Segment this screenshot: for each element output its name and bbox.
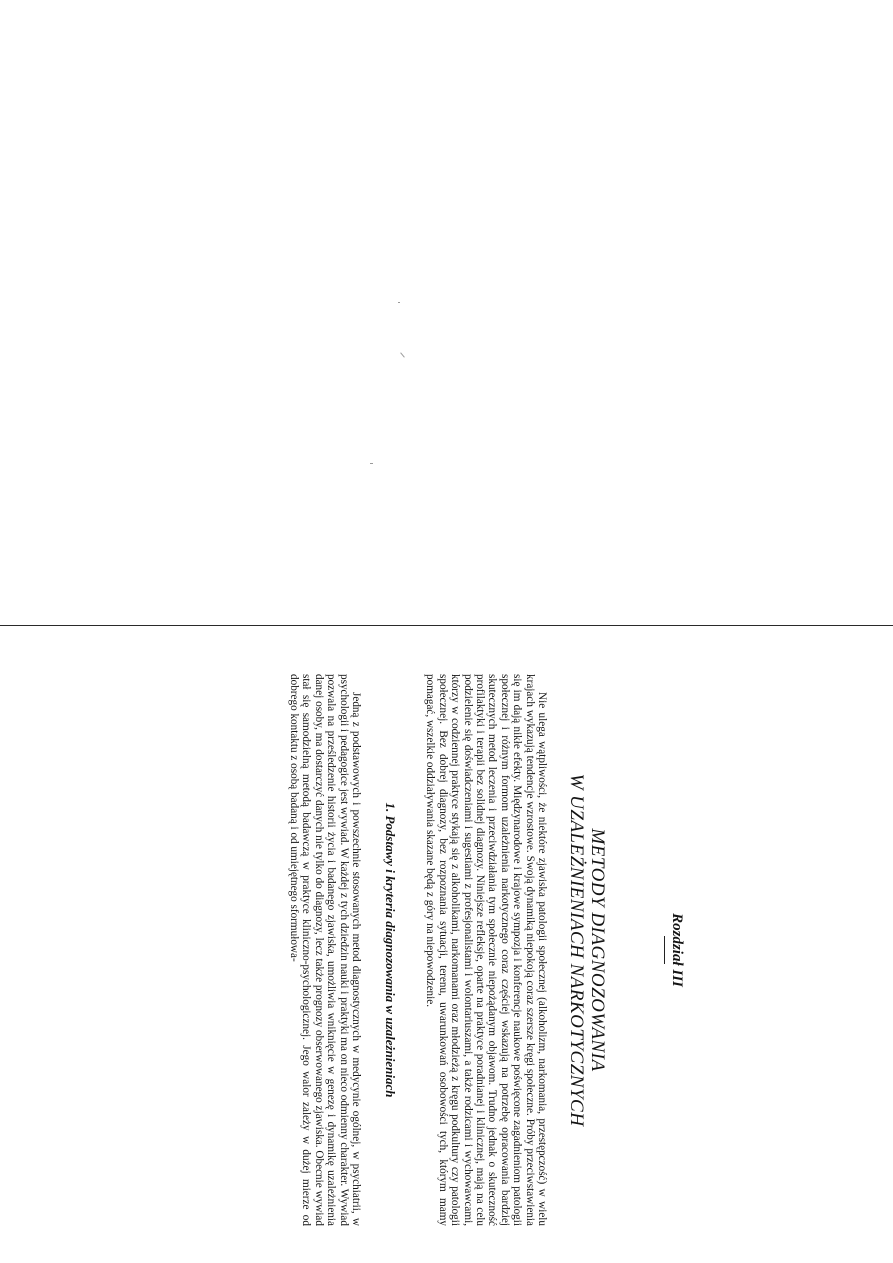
page-fold-line: [0, 625, 893, 626]
section-heading: 1. Podstawy i kryteria diagnozowania w uzależnieniach: [382, 802, 398, 1098]
section-paragraph: Jedną z podstawowych i powszechnie stosowanych metod diagnostycznych w medycynie ogólnej, w psychiatrii, w psychologii i pedagogice jest wywiad. W każdej z tych dziedzin nauki i praktyki ma on nieco odmienny charakter. Wywiad pozwala na prześledzenie historii życia i badanego zjawiska, umożliwia wniknięcie w genezę i dynamikę uzależnienia danej osoby, ma dostarczyć danych nie tylko do diagnozy, lecz także prognozy obserwowanego zjawiska. Obecnie wywiad stał się samodzielną metodą badawczą w praktyce kliniczno-psychologicznej. Jego walor zależy w dużej mierze od dobrego kontaktu z osobą badaną i od umiejętnego sformułowa-: [287, 674, 362, 1226]
scan-speck: [400, 352, 405, 357]
intro-paragraph: Nie ulega wątpliwości, że niektóre zjawiska patologii społecznej (alkoholizm, narkomania, przestępczość) w wielu krajach wykazują tendencje wzrostowe. Swoją dynamiką niepokoją coraz szersze kręgi społeczne. Próby przeciwstawienia się im dają nikłe efekty. Międzynarodowe i krajowe sympozja i konferencje naukowe poświęcone zagadnieniom patologii społecznej i różnym formom uzależnienia narkotycznego coraz częściej wskazują na potrzebę opracowania bardziej skutecznych metod leczenia i przeciwdziałania tym społecznie niepożądanym objawom. Trudno jednak o skuteczność profilaktyki i terapii bez solidnej diagnozy. Niniejsze refleksje, oparte na praktyce poradnianej i klinicznej, mają na celu podzielenie się doświadczeniami i sugestiami z profesjonalistami i wolontariuszami, a także rodzicami i wychowawcami, którzy w codziennej praktyce stykają się z alkoholikami, narkomanami oraz młodzieżą z kręgu podkultury czy patologii społecznej. Bez dobrej diagnozy, bez rozpoznania sytuacji, terenu, uwarunkowań osobowości tych, którym mamy pomagać, wszelkie oddziaływania skazane będą z góry na niepowodzenie.: [424, 674, 548, 1226]
chapter-label: Rozdział III: [669, 913, 685, 987]
rotated-book-page: [287, 670, 760, 1230]
chapter-title-line: W UZALEŻNIENIACH NARKOTYCZNYCH: [566, 773, 587, 1127]
scan-speck: [398, 302, 400, 303]
chapter-title-line: METODY DIAGNOZOWANIA: [587, 828, 608, 1072]
chapter-label-underline: [664, 936, 665, 964]
scan-speck: [370, 463, 373, 464]
chapter-title: [566, 674, 608, 1226]
